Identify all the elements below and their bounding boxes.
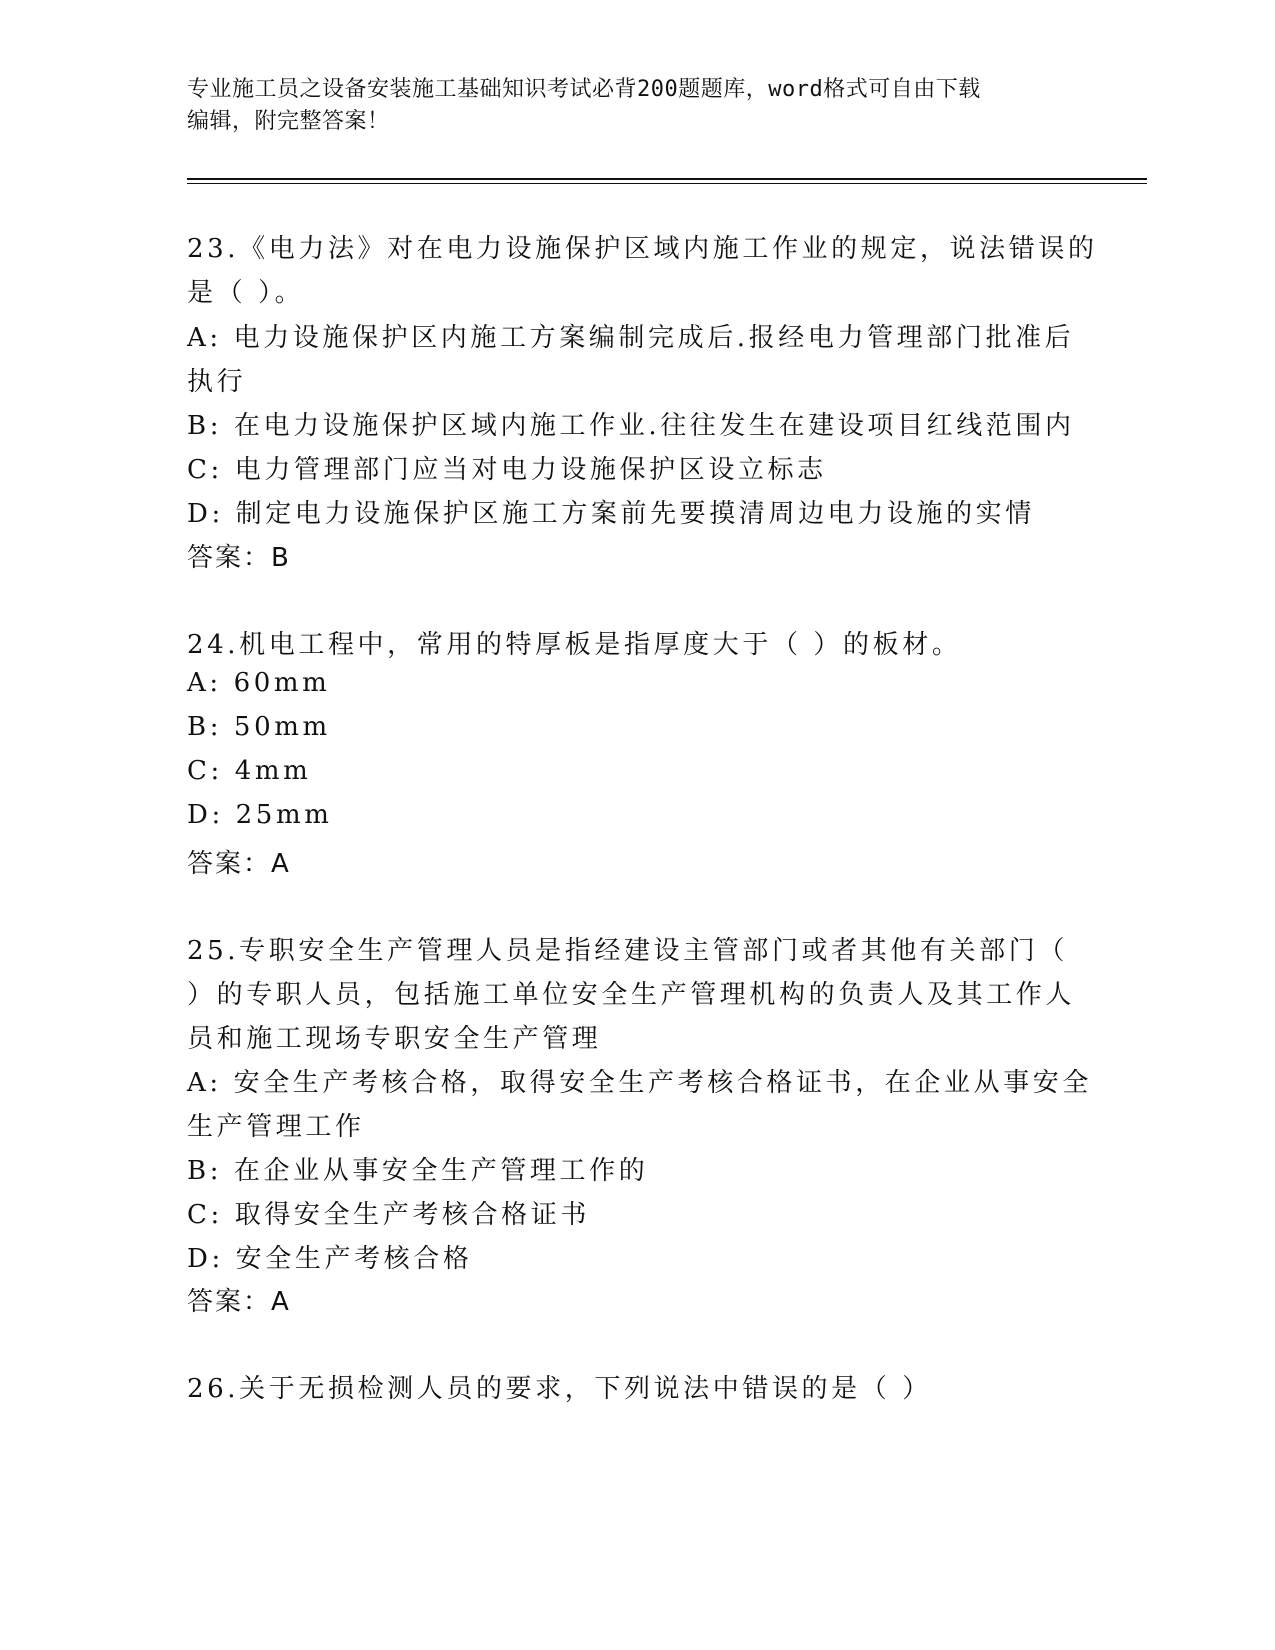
option-a: A: 电力设施保护区内施工方案编制完成后.报经电力管理部门批准后 xyxy=(187,323,1075,353)
option-a-cont: 生产管理工作 xyxy=(187,1112,365,1142)
answer-label: 答案：B xyxy=(187,543,291,573)
answer-label: 答案：A xyxy=(187,1287,291,1317)
option-c: C: 4mm xyxy=(187,756,312,786)
question-stem: ）的专职人员，包括施工单位安全生产管理机构的负责人及其工作人 xyxy=(187,980,1076,1010)
header-line-1: 专业施工员之设备安装施工基础知识考试必背200题题库，word格式可自由下载 xyxy=(187,77,981,102)
option-c: C: 电力管理部门应当对电力设施保护区设立标志 xyxy=(187,455,827,485)
question-stem: 员和施工现场专职安全生产管理 xyxy=(187,1024,602,1054)
option-b: B: 50mm xyxy=(187,712,331,742)
option-d: D: 制定电力设施保护区施工方案前先要摸清周边电力设施的实情 xyxy=(187,499,1035,529)
header-divider-thin xyxy=(187,183,1147,184)
question-stem: 是（ ）。 xyxy=(187,278,305,308)
option-b: B: 在电力设施保护区域内施工作业.往往发生在建设项目红线范围内 xyxy=(187,411,1075,441)
option-d: D: 25mm xyxy=(187,800,333,830)
header-divider xyxy=(187,178,1147,180)
option-a: A: 安全生产考核合格，取得安全生产考核合格证书，在企业从事安全 xyxy=(187,1068,1093,1098)
question-stem: 26.关于无损检测人员的要求，下列说法中错误的是（ ） xyxy=(187,1374,932,1404)
question-stem: 25.专职安全生产管理人员是指经建设主管部门或者其他有关部门（ xyxy=(187,936,1068,966)
option-b: B: 在企业从事安全生产管理工作的 xyxy=(187,1156,649,1186)
answer-label: 答案：A xyxy=(187,849,291,879)
question-stem: 23.《电力法》对在电力设施保护区域内施工作业的规定，说法错误的 xyxy=(187,234,1098,264)
document-header xyxy=(187,74,1067,138)
option-a: A: 60mm xyxy=(187,668,331,698)
header-line-2: 编辑，附完整答案！ xyxy=(187,109,390,134)
option-d: D: 安全生产考核合格 xyxy=(187,1244,473,1274)
option-a-cont: 执行 xyxy=(187,367,247,397)
option-c: C: 取得安全生产考核合格证书 xyxy=(187,1200,590,1230)
question-stem: 24.机电工程中，常用的特厚板是指厚度大于（ ）的板材。 xyxy=(187,630,962,660)
